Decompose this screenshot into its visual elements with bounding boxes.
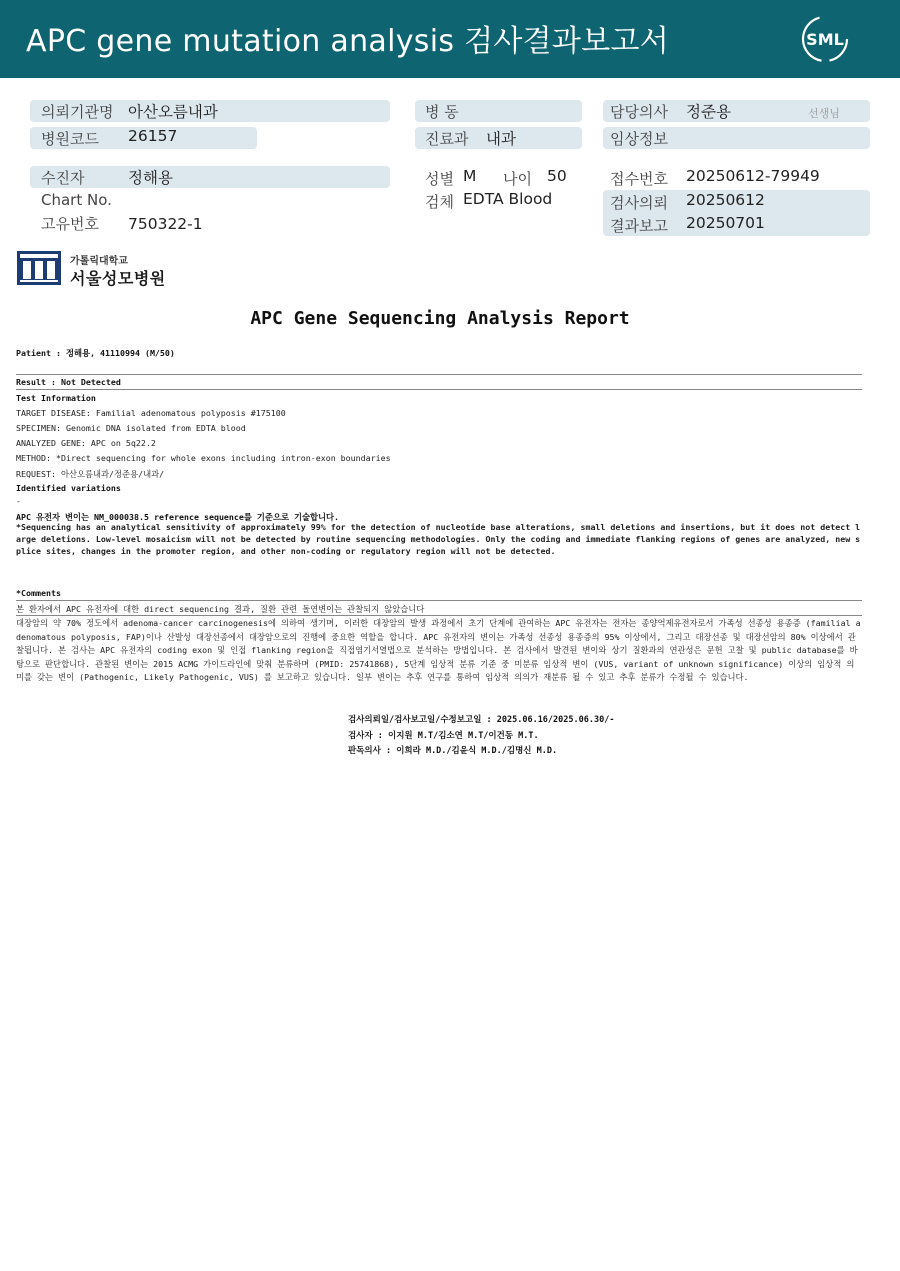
hospital-code-value: 26157 — [128, 127, 178, 145]
result-line: Result : Not Detected — [16, 377, 121, 387]
department-value: 내과 — [486, 130, 516, 148]
specimen-line: SPECIMEN: Genomic DNA isolated from EDTA blood — [16, 423, 246, 433]
receipt-no-value: 20250612-79949 — [686, 167, 820, 185]
receipt-no-label: 접수번호 — [610, 170, 668, 188]
hospital-logo-icon — [16, 250, 62, 286]
report-date-label: 결과보고 — [610, 217, 668, 235]
divider — [16, 374, 862, 375]
dates-line: 검사의뢰일/검사보고일/수정보고일 : 2025.06.16/2025.06.30/- — [348, 715, 615, 725]
doctor-suffix: 선생님 — [808, 107, 840, 120]
doctor-value: 정준용 — [686, 103, 731, 121]
patient-value: 정해용 — [128, 169, 173, 187]
request-line: REQUEST: 아산오름내과/정준용/내과/ — [16, 469, 165, 479]
patient-line: Patient : 정해용, 41110994 (M/50) — [16, 348, 175, 358]
sml-logo-text: SML — [806, 30, 844, 49]
variations-heading: Identified variations — [16, 483, 121, 493]
sex-label: 성별 — [425, 170, 454, 188]
referring-org-label: 의뢰기관명 — [41, 103, 114, 121]
variations-value: - — [16, 496, 21, 506]
examiners-line: 검사자 : 이지원 M.T/김소연 M.T/이건동 M.T. — [348, 731, 539, 741]
chart-no-label: Chart No. — [41, 191, 112, 209]
patient-label: 수진자 — [41, 169, 85, 187]
report-date-value: 20250701 — [686, 214, 765, 232]
test-info-heading: Test Information — [16, 393, 96, 403]
unique-id-value: 750322-1 — [128, 215, 203, 233]
report-header — [0, 0, 900, 78]
comment-summary: 본 환자에서 APC 유전자에 대한 direct sequencing 결과, 질환 관련 돌연변이는 관찰되지 않았습니다 — [16, 604, 425, 614]
doctor-label: 담당의사 — [610, 103, 668, 121]
hospital-code-label: 병원코드 — [41, 130, 99, 148]
specimen-value: EDTA Blood — [463, 190, 553, 208]
divider — [16, 389, 862, 390]
hospital-sub-name: 가톨릭대학교 — [70, 256, 128, 267]
reference-line: APC 유전자 변이는 NM_000038.5 reference sequence를 기준으로 기술합니다. — [16, 512, 340, 522]
report-title: APC Gene Sequencing Analysis Report — [250, 308, 630, 329]
referring-org-value: 아산오름내과 — [128, 103, 218, 121]
method-line: METHOD: *Direct sequencing for whole exons including intron-exon boundaries — [16, 453, 391, 463]
ward-label: 병 동 — [425, 103, 459, 121]
divider — [16, 615, 862, 616]
request-date-value: 20250612 — [686, 191, 765, 209]
target-disease-line: TARGET DISEASE: Familial adenomatous polyposis #175100 — [16, 408, 286, 418]
sex-value: M — [463, 167, 477, 185]
age-value: 50 — [547, 167, 567, 185]
unique-id-label: 고유번호 — [41, 215, 99, 233]
clinical-info-label: 임상정보 — [610, 130, 668, 148]
physicians-line: 판독의사 : 이희라 M.D./김윤식 M.D./김명신 M.D. — [348, 746, 558, 756]
divider — [16, 600, 862, 601]
department-label: 진료과 — [425, 130, 469, 148]
report-header-title: APC gene mutation analysis 검사결과보고서 — [26, 24, 670, 59]
comments-heading: *Comments — [16, 588, 61, 598]
sensitivity-note: *Sequencing has an analytical sensitivity of approximately 99% for the detection of nucleotide base alterations, small deletions and insertions, but it does not detect large deletions. Low-level mosaicism will not be detected by routine sequencing methodologies. Only the coding and immediate flanking regions of genes are analyzed, new splice sites, changes in the promoter region, and other non-coding or regulatory region will not be detected. — [16, 522, 861, 556]
analyzed-gene-line: ANALYZED GENE: APC on 5q22.2 — [16, 438, 156, 448]
specimen-label: 검체 — [425, 193, 454, 211]
comment-body: 대장암의 약 70% 정도에서 adenoma-cancer carcinogenesis에 의하여 생기며, 이러한 대장암의 발생 과정에서 초기 단계에 관여하는 APC 유전자는 전자는 종양억제유전자로서 가족성 선종성 용종증 (familial adenomatous polyposis, FAP)이나 산발성 대장선종에서 대장암으로의 진행에 중요한 역할을 합니다. APC 유전자의 변이는 가족성 선종성 용종증의 95% 이상에서, 그리고 대장선종 및 대장선암의 80% 이상에서 관찰됩니다. 본 검사는 APC 유전자의 coding exon 및 인접 flanking region을 직접염기서열법으로 분석하는 방법입니다. 본 검사에서 발견된 변이와 상기 질환과의 연관성은 문헌 고찰 및 public database를 바탕으로 판단합니다. 관찰된 변이는 2015 ACMG 가이드라인에 맞춰 분류하며 (PMID: 25741868), 5단계 임상적 분류 기준 중 미분류 임상적 변이 (VUS, variant of unknown significance) 이상의 임상적 의미를 갖는 변이 (Pathogenic, Likely Pathogenic, VUS) 를 보고하고 있습니다. 일부 변이는 추후 연구를 통하여 임상적 의의가 재분류 될 수 있고 추후 분류가 수정될 수 있습니다. — [16, 618, 861, 682]
request-date-label: 검사의뢰 — [610, 194, 668, 212]
sml-logo — [800, 14, 850, 64]
age-label: 나이 — [503, 170, 532, 188]
hospital-name: 서울성모병원 — [70, 269, 166, 288]
